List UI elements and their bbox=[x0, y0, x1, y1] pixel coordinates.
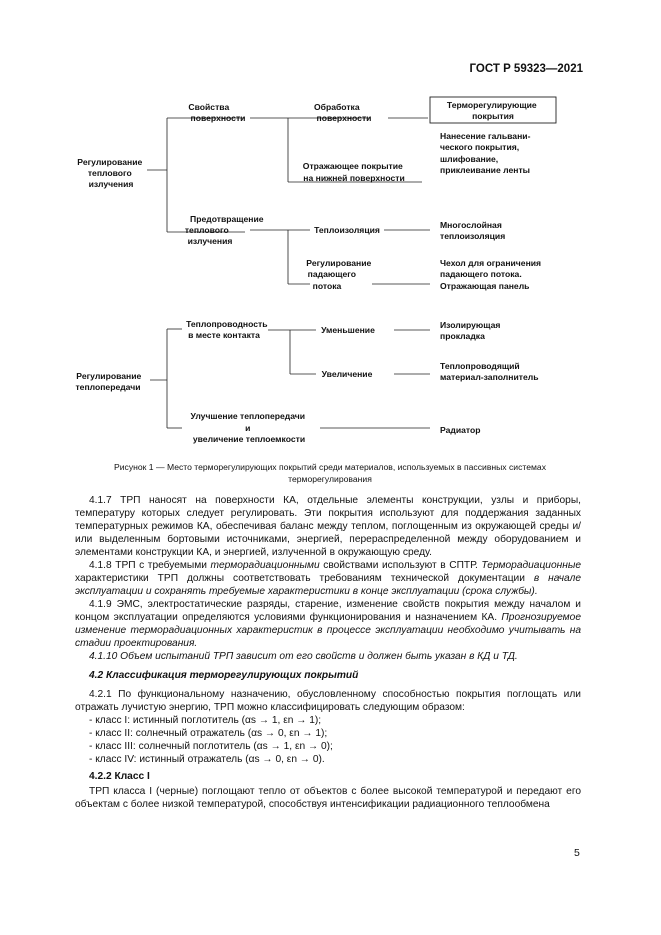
section-heading-4-2: 4.2 Классификация терморегулирующих покрытий bbox=[89, 670, 359, 681]
body-text bbox=[75, 494, 581, 811]
paragraph-4-1-8: 4.1.8 ТРП с требуемыми терморадиационными свойствами используют в СПТР. Терморадиационные характеристики ТРП должны соответствовать требованиям технической документации в начале эксплуатации и сохранять требуемые характеристики в конце эксплуатации (срока службы). bbox=[75, 560, 581, 597]
trp-label: Терморегулирующие покрытия bbox=[446, 100, 537, 121]
standard-id: ГОСТ Р 59323—2021 bbox=[469, 63, 583, 75]
list-item: - класс I: истинный поглотитель (αs → 1, εn → 1); bbox=[89, 715, 322, 726]
cover-panel: Чехол для ограничения падающего потока. Отражающая панель bbox=[440, 258, 542, 291]
list-item: - класс IV: истинный отражатель (αs → 0, εn → 0). bbox=[89, 754, 325, 765]
conductive-filler: Теплопроводящий материал-заполнитель bbox=[440, 361, 539, 382]
increase: Увеличение bbox=[321, 369, 373, 379]
classification-diagram bbox=[0, 90, 661, 450]
paragraph-4-1-7: 4.1.7 ТРП наносят на поверхности КА, отдельные элементы конструкции, узлы и приборы, температуру которых следует регулировать. Эти покрытия используют для поддержания заданных температурных режимов КА, обеспечивая баланс между теплом, поглощенным из окружающей среды и/или выделенным бортовыми источниками, энергией, перераспределенной между оборудованием и элементами конструкции КА, и энергией, излученной в окружающую среду. bbox=[75, 495, 581, 558]
section-heading-4-2-2: 4.2.2 Класс I bbox=[89, 771, 150, 782]
figure-caption: Рисунок 1 — Место терморегулирующих покрытий среди материалов, используемых в пассивных системах терморегулирования bbox=[114, 462, 546, 484]
prevention: Предотвращение теплового излучения bbox=[184, 214, 264, 246]
page-number: 5 bbox=[574, 847, 580, 859]
decrease: Уменьшение bbox=[321, 325, 375, 335]
incident-flow: Регулирование падающего потока bbox=[306, 258, 372, 291]
surface-properties: Свойства поверхности bbox=[188, 102, 246, 123]
reg-radiation: Регулирование теплового излучения bbox=[77, 157, 143, 189]
paragraph-4-2-2: ТРП класса I (черные) поглощают тепло от объектов с более высокой температурой и передают его объектам с более низкой температурой, способствуя интенсификации радиационного теплообмена bbox=[75, 786, 581, 810]
radiator: Радиатор bbox=[440, 425, 481, 435]
improvement: Улучшение теплопередачи и увеличение теплоемкости bbox=[190, 411, 306, 444]
paragraph-4-2-1: 4.2.1 По функциональному назначению, обусловленному способностью покрытия поглощать или отражать лучистую энергию, ТРП можно классифицировать следующим образом: bbox=[75, 689, 581, 713]
paragraph-4-1-10: 4.1.10 Объем испытаний ТРП зависит от его свойств и должен быть указан в КД и ТД. bbox=[89, 651, 518, 662]
paragraph-4-1-9: 4.1.9 ЭМС, электростатические разряды, старение, изменение свойств покрытия между началом и концом эксплуатации определяются условиями функционирования и назначением КА. Прогнозируемое изменение терморадиационных характеристик в процессе эксплуатации необходимо учитывать на стадии проектирования. bbox=[75, 599, 581, 649]
list-item: - класс III: солнечный поглотитель (αs → 1, εn → 0); bbox=[89, 741, 333, 752]
insulation: Теплоизоляция bbox=[314, 225, 380, 235]
list-item: - класс II: солнечный отражатель (αs → 0, εn → 1); bbox=[89, 728, 328, 739]
reflective-coating: Отражающее покрытие на нижней поверхности bbox=[302, 161, 405, 183]
reg-transfer: Регулирование теплопередачи bbox=[75, 371, 142, 392]
multilayer-insulation: Многослойная теплоизоляция bbox=[440, 220, 506, 241]
galvanic-coating: Нанесение гальвани- ческого покрытия, шлифование, приклеивание ленты bbox=[440, 131, 531, 175]
contact-conductivity: Теплопроводность в месте контакта bbox=[186, 319, 268, 340]
surface-treatment: Обработка поверхности bbox=[313, 102, 372, 123]
insulating-pad: Изолирующая прокладка bbox=[440, 320, 501, 341]
